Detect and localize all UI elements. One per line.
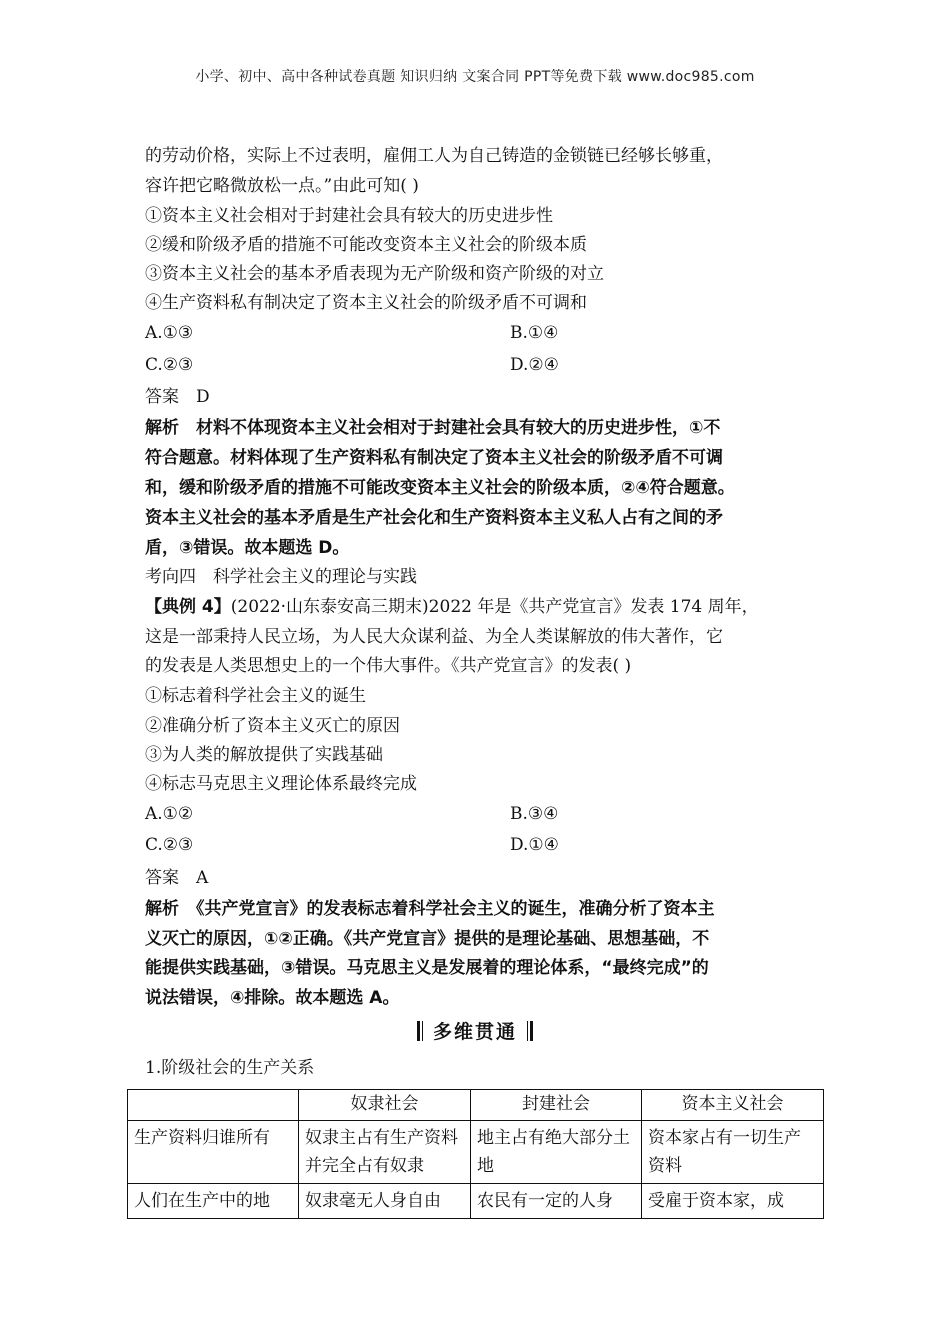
table-cell: 奴隶主占有生产资料并完全占有奴隶 [299, 1121, 471, 1184]
question-stem-line: 的劳动价格，实际上不过表明，雇佣工人为自己铸造的金锁链已经够长够重， [145, 146, 723, 166]
question-stem-line: 的发表是人类思想史上的一个伟大事件。《共产党宣言》的发表( ) [145, 656, 632, 676]
answer: 答案 A [145, 868, 209, 888]
analysis-line: 解析 《共产党宣言》的发表标志着科学社会主义的诞生，准确分析了资本主 [145, 899, 715, 919]
analysis-line: 盾，③错误。故本题选 D。 [145, 538, 350, 558]
banner-bar-decoration [530, 1021, 533, 1041]
table-row [128, 1121, 824, 1184]
option-d: D.①④ [510, 835, 559, 855]
table-cell: 受雇于资本家，成 [642, 1184, 824, 1219]
statement-item: ②缓和阶级矛盾的措施不可能改变资本主义社会的阶级本质 [145, 235, 587, 255]
banner-title: 多维贯通 [432, 1021, 517, 1043]
summary-title: 1.阶级社会的生产关系 [145, 1058, 315, 1078]
relations-table [127, 1089, 824, 1219]
analysis-line: 解析 材料不体现资本主义社会相对于封建社会具有较大的历史进步性，①不 [145, 418, 721, 438]
analysis-line: 义灭亡的原因，①②正确。《共产党宣言》提供的是理论基础、思想基础，不 [145, 929, 710, 949]
table-cell: 奴隶毫无人身自由 [299, 1184, 471, 1219]
table-header-row [128, 1090, 824, 1121]
analysis-line: 和，缓和阶级矛盾的措施不可能改变资本主义社会的阶级本质，②④符合题意。 [145, 478, 735, 498]
banner-bar-decoration [422, 1021, 424, 1041]
option-c: C.②③ [145, 835, 194, 855]
statement-item: ②准确分析了资本主义灭亡的原因 [145, 716, 400, 736]
table-cell: 人们在生产中的地 [128, 1184, 299, 1219]
table-header-cell: 封建社会 [471, 1090, 642, 1121]
option-b: B.③④ [510, 804, 559, 824]
question-stem-line: 容许把它略微放松一点。”由此可知( ) [145, 176, 419, 196]
page-header: 小学、初中、高中各种试卷真题 知识归纳 文案合同 PPT等免费下载 www.doc985.com [195, 69, 755, 85]
option-b: B.①④ [510, 323, 559, 343]
table-row [128, 1184, 824, 1219]
analysis-line: 符合题意。材料体现了生产资料私有制决定了资本主义社会的阶级矛盾不可调 [145, 448, 723, 468]
table-cell: 资本家占有一切生产资料 [642, 1121, 824, 1184]
analysis-line: 资本主义社会的基本矛盾是生产社会化和生产资料资本主义私人占有之间的矛 [145, 508, 723, 528]
table-cell: 生产资料归谁所有 [128, 1121, 299, 1184]
table-cell: 地主占有绝大部分土地 [471, 1121, 642, 1184]
option-a: A.①③ [145, 323, 194, 343]
question-stem-line [145, 596, 759, 618]
analysis-line: 能提供实践基础，③错误。马克思主义是发展着的理论体系，“最终完成”的 [145, 958, 709, 978]
answer: 答案 D [145, 387, 210, 407]
banner-bar-decoration [417, 1021, 420, 1041]
statement-item: ③为人类的解放提供了实践基础 [145, 745, 383, 765]
example-label: 【典例 4】 [145, 597, 231, 617]
table-cell: 农民有一定的人身 [471, 1184, 642, 1219]
table-header-cell: 奴隶社会 [299, 1090, 471, 1121]
question-stem-text: (2022·山东泰安高三期末)2022 年是《共产党宣言》发表 174 周年， [230, 597, 759, 617]
analysis-line: 说法错误，④排除。故本题选 A。 [145, 988, 400, 1008]
section-title: 考向四 科学社会主义的理论与实践 [145, 567, 417, 587]
question-stem-line: 这是一部秉持人民立场，为人民大众谋利益、为全人类谋解放的伟大著作，它 [145, 627, 723, 647]
option-a: A.①② [145, 804, 194, 824]
statement-item: ①资本主义社会相对于封建社会具有较大的历史进步性 [145, 206, 553, 226]
statement-item: ④标志马克思主义理论体系最终完成 [145, 774, 417, 794]
banner-bar-decoration [527, 1021, 529, 1041]
statement-item: ④生产资料私有制决定了资本主义社会的阶级矛盾不可调和 [145, 293, 587, 313]
table-header-cell: 资本主义社会 [642, 1090, 824, 1121]
option-d: D.②④ [510, 355, 559, 375]
section-banner [0, 1017, 950, 1044]
statement-item: ③资本主义社会的基本矛盾表现为无产阶级和资产阶级的对立 [145, 264, 604, 284]
option-c: C.②③ [145, 355, 194, 375]
table-header-cell [128, 1090, 299, 1121]
statement-item: ①标志着科学社会主义的诞生 [145, 686, 366, 706]
